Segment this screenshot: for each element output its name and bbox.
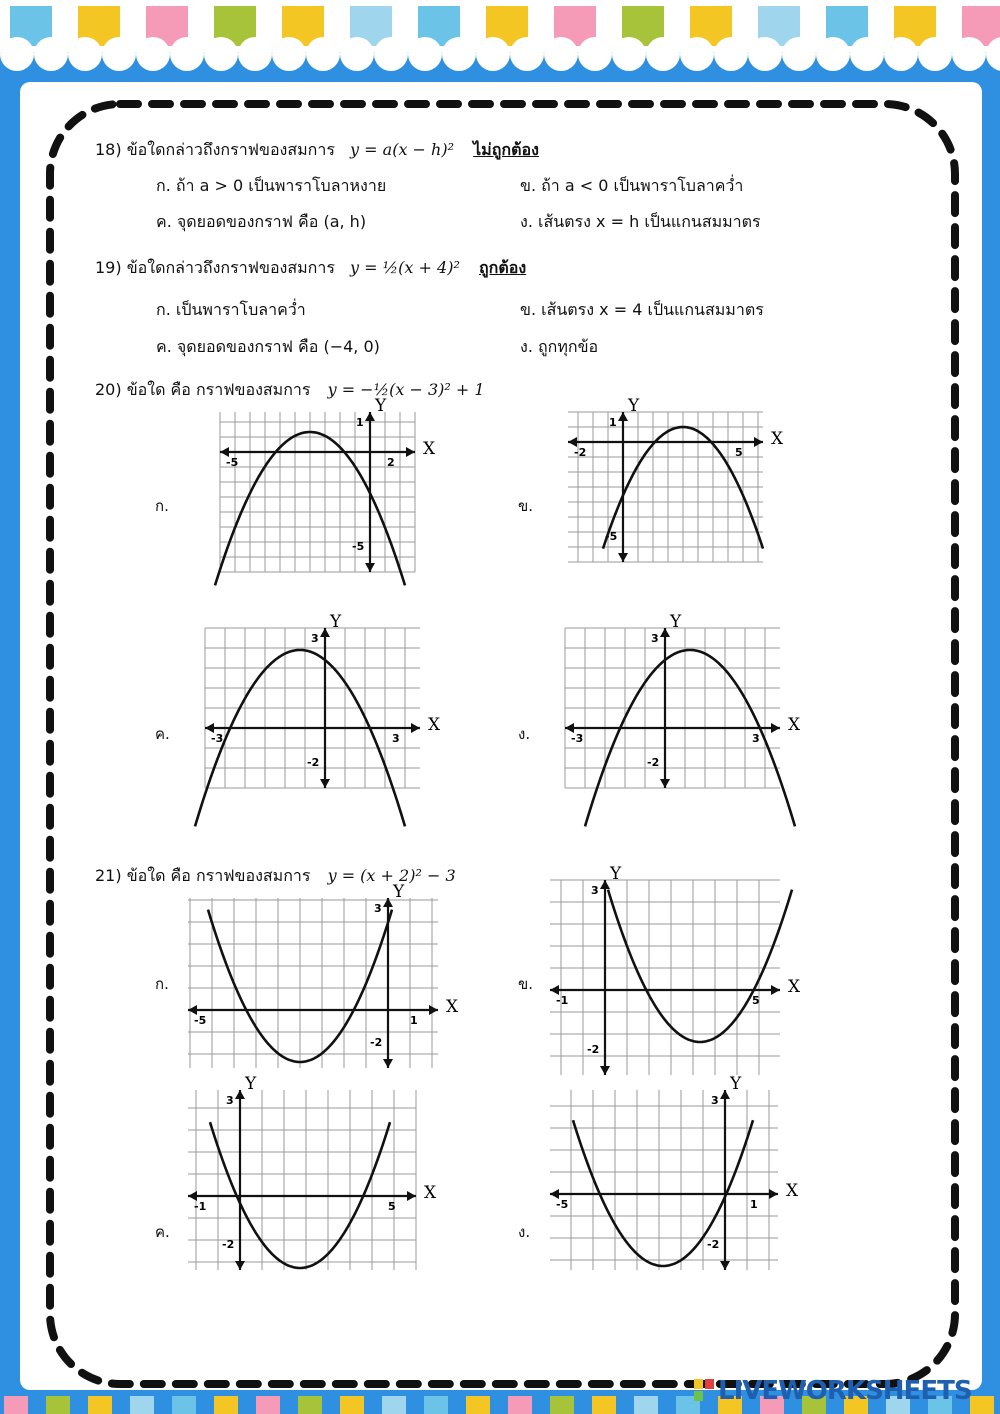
q21-number: 21) [95, 866, 122, 885]
x-axis-arrow-icon [771, 985, 780, 995]
q21-graph-b[interactable] [550, 864, 805, 1090]
q18-number: 18) [95, 140, 122, 159]
q18-option-b[interactable]: ข. ถ้า a < 0 เป็นพาราโบลาคว่ำ [520, 176, 744, 195]
bunting-flag [88, 1396, 112, 1414]
bunting-flag [298, 1396, 322, 1414]
q21-option-d-label[interactable]: ง. [518, 1223, 531, 1241]
y-axis-arrow-icon [320, 628, 330, 637]
bunting-flag [634, 1396, 658, 1414]
q21-option-c-label[interactable]: ค. [155, 1223, 170, 1241]
q18-option-a[interactable]: ก. ถ้า a > 0 เป็นพาราโบลาหงาย [156, 176, 387, 195]
x-axis-name: X [788, 977, 801, 997]
bunting-scallop [816, 37, 850, 71]
bunting-scallop [136, 37, 170, 71]
q20-graph-c[interactable] [205, 612, 455, 803]
bunting-scallop [340, 37, 374, 71]
q19-option-d[interactable]: ง. ถูกทุกข้อ [520, 337, 599, 356]
y-tick-label: -2 [370, 1036, 383, 1049]
bunting-scallop [374, 37, 408, 71]
q21-stem: ข้อใด คือ กราฟของสมการ [126, 866, 311, 885]
x-tick-label: -3 [211, 732, 224, 745]
bunting-scallop [544, 37, 578, 71]
x-axis-name: X [423, 439, 436, 459]
bunting-flag [508, 1396, 532, 1414]
y-axis-arrow-icon [618, 412, 628, 421]
y-axis-arrow-icon [660, 779, 670, 788]
bunting-scallop [850, 37, 884, 71]
y-axis-name: Y [628, 396, 640, 416]
q20-option-b-label[interactable]: ข. [518, 497, 534, 515]
liveworksheets-logo-icon [694, 1379, 714, 1401]
q18-option-c[interactable]: ค. จุดยอดของกราฟ คือ (a, h) [156, 212, 367, 231]
x-tick-label: -2 [574, 446, 587, 459]
y-axis-name: Y [245, 1074, 257, 1094]
bunting-scallop [0, 37, 34, 71]
y-axis-arrow-icon [320, 779, 330, 788]
y-axis-arrow-icon [660, 628, 670, 637]
x-axis-arrow-icon [769, 1189, 778, 1199]
q18-tag: ไม่ถูกต้อง [473, 140, 539, 159]
y-tick-label: -2 [707, 1238, 720, 1251]
liveworksheets-brand[interactable]: LIVEWORKSHEETS [718, 1376, 972, 1406]
q20-graph-b[interactable] [568, 396, 788, 577]
q18-stem: ข้อใดกล่าวถึงกราฟของสมการ [126, 140, 335, 159]
q19-equation: y = ½(x + 4)² [350, 258, 460, 277]
bunting-scallop [782, 37, 816, 71]
q19-tag: ถูกต้อง [478, 258, 527, 277]
y-tick-label: -2 [307, 756, 320, 769]
x-axis-name: X [446, 997, 459, 1017]
x-tick-label: -1 [194, 1200, 207, 1213]
bunting-scallop [646, 37, 680, 71]
y-axis-arrow-icon [720, 1090, 730, 1099]
y-axis-arrow-icon [600, 880, 610, 889]
y-axis-arrow-icon [383, 898, 393, 907]
y-tick-label: -5 [605, 530, 618, 543]
bunting-scallop [306, 37, 340, 71]
x-tick-label: 5 [752, 994, 760, 1007]
x-tick-label: -5 [556, 1198, 569, 1211]
y-axis-arrow-icon [365, 563, 375, 572]
y-axis-arrow-icon [235, 1261, 245, 1270]
x-tick-label: 5 [735, 446, 743, 459]
parabola-curve [608, 890, 792, 1042]
y-tick-label: 3 [711, 1094, 719, 1107]
q20-option-c-label[interactable]: ค. [155, 725, 170, 743]
bunting-scallop [680, 37, 714, 71]
q21-graph-a[interactable] [188, 882, 463, 1078]
bunting-flag [214, 1396, 238, 1414]
y-tick-label: 3 [591, 884, 599, 897]
bunting-scallop [102, 37, 136, 71]
x-tick-label: 5 [388, 1200, 396, 1213]
x-axis-name: X [786, 1181, 799, 1201]
y-axis-name: Y [730, 1074, 742, 1094]
x-axis-name: X [788, 715, 801, 735]
top-bunting-decoration [0, 0, 1000, 71]
q20-question [95, 380, 485, 400]
bunting-scallop [884, 37, 918, 71]
bunting-flag [172, 1396, 196, 1414]
q21-option-b-label[interactable]: ข. [518, 975, 534, 993]
y-axis-name: Y [330, 612, 342, 632]
x-tick-label: 3 [392, 732, 400, 745]
x-axis-name: X [424, 1183, 437, 1203]
bunting-flag [256, 1396, 280, 1414]
q19-option-c[interactable]: ค. จุดยอดของกราฟ คือ (−4, 0) [156, 337, 380, 356]
bunting-scallop [748, 37, 782, 71]
bunting-scallop [612, 37, 646, 71]
bunting-flag [550, 1396, 574, 1414]
y-tick-label: 3 [374, 902, 382, 915]
y-tick-label: -2 [222, 1238, 235, 1251]
x-tick-label: 1 [410, 1014, 418, 1027]
bunting-scallop [714, 37, 748, 71]
x-axis-name: X [428, 715, 441, 735]
bunting-scallop [170, 37, 204, 71]
x-tick-label: 1 [750, 1198, 758, 1211]
bunting-flag [970, 1396, 994, 1414]
y-axis-arrow-icon [383, 1059, 393, 1068]
bunting-scallop [578, 37, 612, 71]
parabola-curve [195, 650, 405, 826]
y-axis-arrow-icon [720, 1261, 730, 1270]
bunting-scallop [408, 37, 442, 71]
q18-equation: y = a(x − h)² [350, 140, 455, 159]
bunting-scallop [272, 37, 306, 71]
bunting-flag [382, 1396, 406, 1414]
q19-option-b[interactable]: ข. เส้นตรง x = 4 เป็นแกนสมมาตร [520, 300, 764, 319]
q19-question [95, 258, 526, 278]
x-tick-label: 3 [752, 732, 760, 745]
bunting-scallop [442, 37, 476, 71]
q21-graph-d[interactable] [550, 1074, 805, 1285]
q21-option-a-label[interactable]: ก. [155, 975, 169, 993]
y-tick-label: 3 [651, 632, 659, 645]
y-tick-label: 1 [609, 416, 617, 429]
bunting-flag [340, 1396, 364, 1414]
bunting-flag [46, 1396, 70, 1414]
bunting-scallop [204, 37, 238, 71]
bunting-scallop [68, 37, 102, 71]
q21-equation: y = (x + 2)² − 3 [327, 866, 456, 885]
x-axis-arrow-icon [406, 447, 415, 457]
q20-stem: ข้อใด คือ กราฟของสมการ [126, 380, 311, 399]
q20-equation: y = −½(x − 3)² + 1 [327, 380, 485, 399]
bunting-scallop [952, 37, 986, 71]
bunting-flag [466, 1396, 490, 1414]
q20-graph-d[interactable] [565, 612, 815, 803]
bunting-flag [4, 1396, 28, 1414]
y-tick-label: 1 [356, 416, 364, 429]
q20-option-d-label[interactable]: ง. [518, 725, 531, 743]
q18-question [95, 140, 539, 160]
y-axis-arrow-icon [618, 553, 628, 562]
y-axis-arrow-icon [365, 412, 375, 421]
q19-stem: ข้อใดกล่าวถึงกราฟของสมการ [126, 258, 335, 277]
y-axis-name: Y [610, 864, 622, 884]
bunting-scallop [238, 37, 272, 71]
y-axis-arrow-icon [600, 1066, 610, 1075]
parabola-curve [585, 650, 795, 826]
y-axis-name: Y [393, 882, 405, 902]
y-axis-name: Y [375, 396, 387, 416]
y-axis-arrow-icon [235, 1090, 245, 1099]
x-tick-label: -5 [226, 456, 239, 469]
y-tick-label: -2 [587, 1043, 600, 1056]
q20-number: 20) [95, 380, 122, 399]
x-axis-arrow-icon [429, 1005, 438, 1015]
y-tick-label: -5 [352, 540, 365, 553]
x-tick-label: -3 [571, 732, 584, 745]
q20-graph-a[interactable] [220, 396, 455, 584]
x-tick-label: -5 [194, 1014, 207, 1027]
q21-graph-c[interactable] [188, 1074, 443, 1285]
y-tick-label: 3 [311, 632, 319, 645]
x-axis-name: X [771, 429, 784, 449]
q18-option-d[interactable]: ง. เส้นตรง x = h เป็นแกนสมมาตร [520, 212, 761, 231]
x-axis-arrow-icon [407, 1191, 416, 1201]
q19-option-a[interactable]: ก. เป็นพาราโบลาคว่ำ [156, 300, 306, 319]
q20-option-a-label[interactable]: ก. [155, 497, 169, 515]
bunting-flag [424, 1396, 448, 1414]
x-axis-arrow-icon [771, 723, 780, 733]
y-tick-label: 3 [226, 1094, 234, 1107]
x-tick-label: 2 [387, 456, 395, 469]
x-tick-label: -1 [556, 994, 569, 1007]
bunting-scallop [476, 37, 510, 71]
bunting-flag [130, 1396, 154, 1414]
bunting-scallop [918, 37, 952, 71]
bunting-flag [592, 1396, 616, 1414]
y-axis-name: Y [670, 612, 682, 632]
x-axis-arrow-icon [411, 723, 420, 733]
bunting-scallop [510, 37, 544, 71]
y-tick-label: -2 [647, 756, 660, 769]
q19-number: 19) [95, 258, 122, 277]
bunting-scallop [34, 37, 68, 71]
